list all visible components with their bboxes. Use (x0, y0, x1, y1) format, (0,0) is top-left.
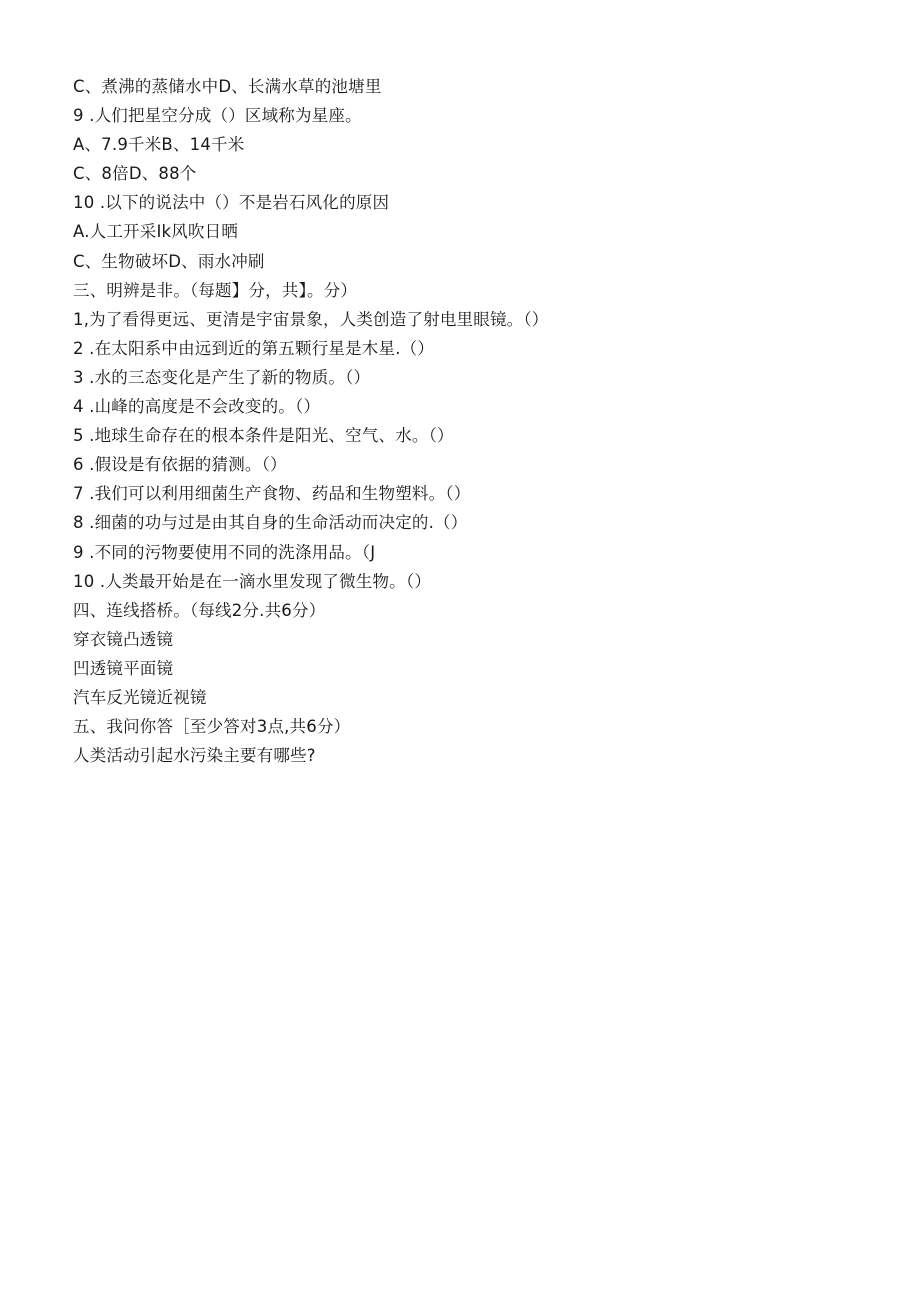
short-answer-question: 人类活动引起水污染主要有哪些? (73, 746, 316, 766)
section-3-heading: 三、明辨是非。（每题】分，共】。分） (73, 280, 358, 300)
true-false-item-10: 10 .人类最开始是在一滴水里发现了微生物。（） (73, 571, 432, 591)
true-false-item-6: 6 .假设是有依据的猜测。（） (73, 455, 287, 475)
document-page (73, 72, 873, 770)
matching-row-1: 穿衣镜凸透镜 (73, 629, 174, 649)
true-false-item-5: 5 .地球生命存在的根本条件是阳光、空气、水。（） (73, 426, 454, 446)
matching-row-2: 凹透镜平面镜 (73, 658, 174, 678)
option-line-c-d: C、8倍D、88个 (73, 164, 197, 184)
true-false-item-1: 1,为了看得更远、更清是宇宙景象，人类创造了射电里眼镜。（） (73, 309, 549, 329)
true-false-item-8: 8 .细菌的功与过是由其自身的生命活动而决定的.（） (73, 513, 468, 533)
option-line-c-d: C、生物破坏D、雨水冲刷 (73, 251, 265, 271)
true-false-item-3: 3 .水的三态变化是产生了新的物质。（） (73, 367, 371, 387)
option-line-c-d: C、煮沸的蒸储水中D、长满水草的池塘里 (73, 77, 382, 96)
true-false-item-9: 9 .不同的污物要使用不同的洗涤用品。（J (73, 542, 376, 562)
true-false-item-2: 2 .在太阳系中由远到近的第五颗行星是木星.（） (73, 338, 435, 358)
option-line-a-b: A.人工开采Ik风吹日晒 (73, 222, 239, 242)
option-line-a-b: A、7.9千米B、14千米 (73, 135, 245, 155)
section-5-heading: 五、我问你答［至少答对3点,共6分） (73, 717, 351, 737)
matching-row-3: 汽车反光镜近视镜 (73, 687, 207, 707)
true-false-item-7: 7 .我们可以利用细菌生产食物、药品和生物塑料。（） (73, 484, 471, 504)
true-false-item-4: 4 .山峰的高度是不会改变的。（） (73, 397, 321, 417)
question-10-weathering: 10 .以下的说法中（）不是岩石风化的原因 (73, 193, 390, 213)
question-9-constellations: 9 .人们把星空分成（）区域称为星座。 (73, 106, 362, 126)
section-4-heading: 四、连线搭桥。（每线2分.共6分） (73, 600, 326, 620)
